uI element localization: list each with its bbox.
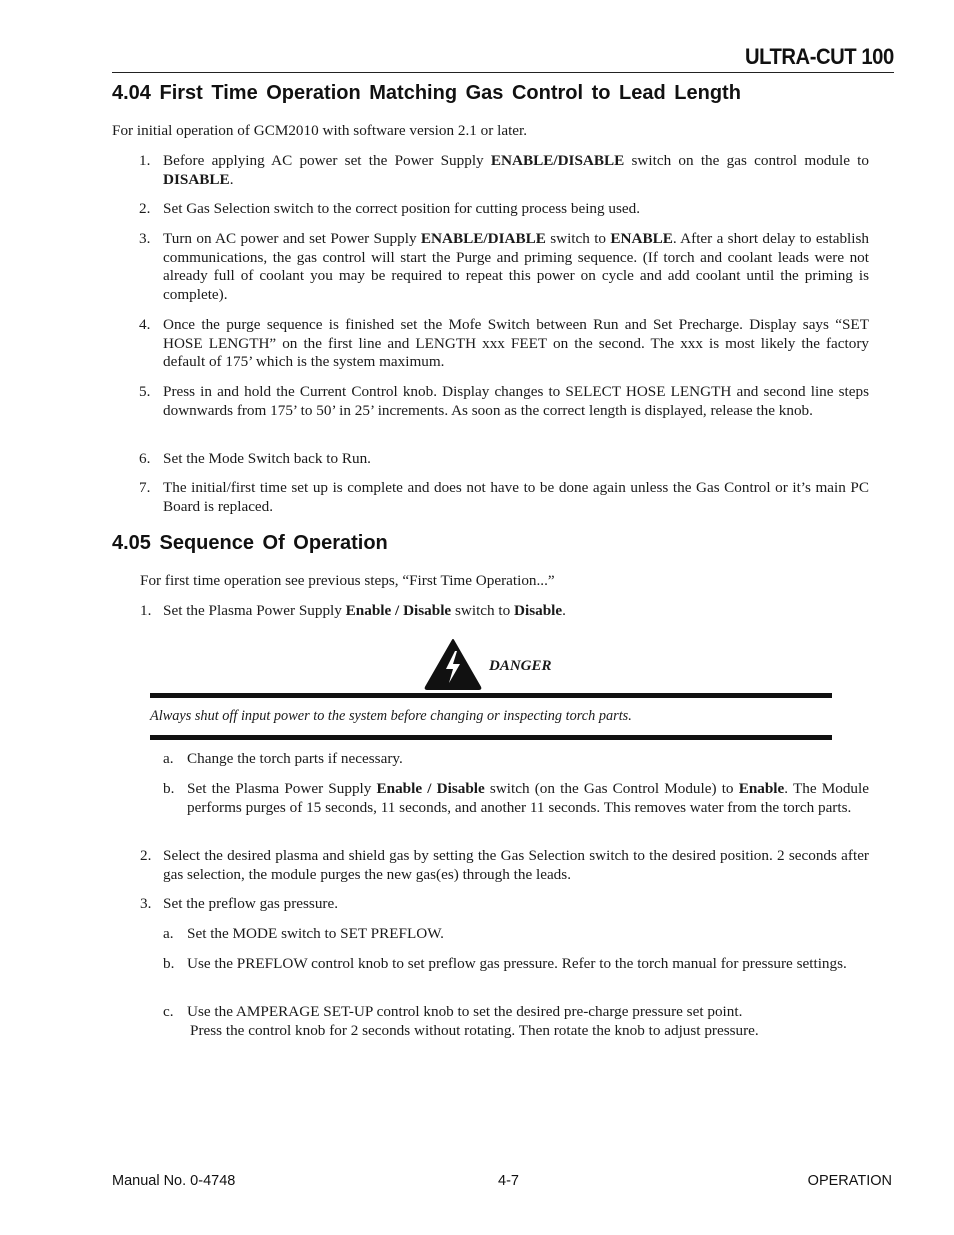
danger-bottom-rule bbox=[150, 735, 832, 740]
step-number: 1. bbox=[140, 602, 152, 619]
substep-letter: b. bbox=[163, 780, 175, 797]
substep-text: Set the Plasma Power Supply Enable / Disable switch (on the Gas Control Module) to Enable. The Module performs purges of 15 seconds, 11 seconds, and another 11 seconds. This removes water from the torch parts. bbox=[187, 780, 869, 816]
substep-text: Use the AMPERAGE SET-UP control knob to set the desired pre-charge pressure set point. bbox=[187, 1003, 743, 1020]
substep-letter: a. bbox=[163, 750, 174, 767]
step-number: 5. bbox=[139, 383, 151, 400]
step-number: 1. bbox=[139, 152, 151, 169]
step-text: Set the preflow gas pressure. bbox=[163, 895, 339, 912]
step-number: 3. bbox=[140, 895, 152, 912]
step-number: 2. bbox=[140, 847, 152, 864]
step-text: Turn on AC power and set Power Supply ENABLE/DIABLE switch to ENABLE. After a short delay to establish communications, the gas control will start the Purge and priming sequence. (If torch and coolant leads were not already full of coolant you may be required to repeat this power on cycle and add coolant until the priming is complete). bbox=[163, 230, 869, 303]
step-text: Before applying AC power set the Power Supply ENABLE/DISABLE switch on the gas control module to DISABLE. bbox=[163, 152, 869, 188]
step-number: 7. bbox=[139, 479, 151, 496]
step-number: 3. bbox=[139, 230, 151, 247]
section-4-04-intro: For initial operation of GCM2010 with software version 2.1 or later. bbox=[112, 122, 528, 139]
step-text: Set Gas Selection switch to the correct position for cutting process being used. bbox=[163, 200, 641, 217]
electrical-hazard-icon bbox=[424, 638, 482, 690]
danger-top-rule bbox=[150, 693, 832, 698]
header-rule bbox=[112, 72, 894, 73]
section-4-05-intro: For first time operation see previous steps, “First Time Operation...” bbox=[140, 572, 555, 589]
section-title-4-05: 4.05 Sequence Of Operation bbox=[112, 532, 388, 554]
step-number: 6. bbox=[139, 450, 151, 467]
danger-text: Always shut off input power to the system before changing or inspecting torch parts. bbox=[150, 708, 632, 724]
step-text: Once the purge sequence is finished set the Mofe Switch between Run and Set Precharge. Display says “SET HOSE LENGTH” on the first line and LENGTH xxx FEET on the second. The xxx is most likely the factory default of 175’ which is the system maximum. bbox=[163, 316, 869, 371]
step-text: The initial/first time set up is complete and does not have to be done again unless the Gas Control or it’s main PC Board is replaced. bbox=[163, 479, 869, 515]
section-title-4-04: 4.04 First Time Operation Matching Gas Control to Lead Length bbox=[112, 82, 741, 104]
footer-page-number: 4-7 bbox=[498, 1173, 519, 1189]
footer-manual-number: Manual No. 0-4748 bbox=[112, 1173, 236, 1189]
substep-text: Change the torch parts if necessary. bbox=[187, 750, 403, 767]
substep-text: Set the MODE switch to SET PREFLOW. bbox=[187, 925, 444, 942]
header-brand: ULTRA-CUT 100 bbox=[745, 44, 894, 69]
step-text: Select the desired plasma and shield gas by setting the Gas Selection switch to the desired position. 2 seconds after gas selection, the module purges the new gas(es) through the leads. bbox=[163, 847, 869, 883]
footer-section-name: OPERATION bbox=[807, 1173, 892, 1189]
step-text: Set the Plasma Power Supply Enable / Disable switch to Disable. bbox=[163, 602, 566, 619]
step-text: Set the Mode Switch back to Run. bbox=[163, 450, 371, 467]
substep-text: Use the PREFLOW control knob to set preflow gas pressure. Refer to the torch manual for pressure settings. bbox=[187, 955, 847, 972]
danger-label: DANGER bbox=[489, 658, 552, 674]
substep-letter: b. bbox=[163, 955, 175, 972]
step-number: 2. bbox=[139, 200, 151, 217]
substep-text-continued: Press the control knob for 2 seconds without rotating. Then rotate the knob to adjust pressure. bbox=[190, 1022, 759, 1039]
substep-letter: a. bbox=[163, 925, 174, 942]
step-text: Press in and hold the Current Control knob. Display changes to SELECT HOSE LENGTH and second line steps downwards from 175’ to 50’ in 25’ increments. As soon as the correct length is displayed, release the knob. bbox=[163, 383, 869, 419]
substep-letter: c. bbox=[163, 1003, 174, 1020]
step-number: 4. bbox=[139, 316, 151, 333]
